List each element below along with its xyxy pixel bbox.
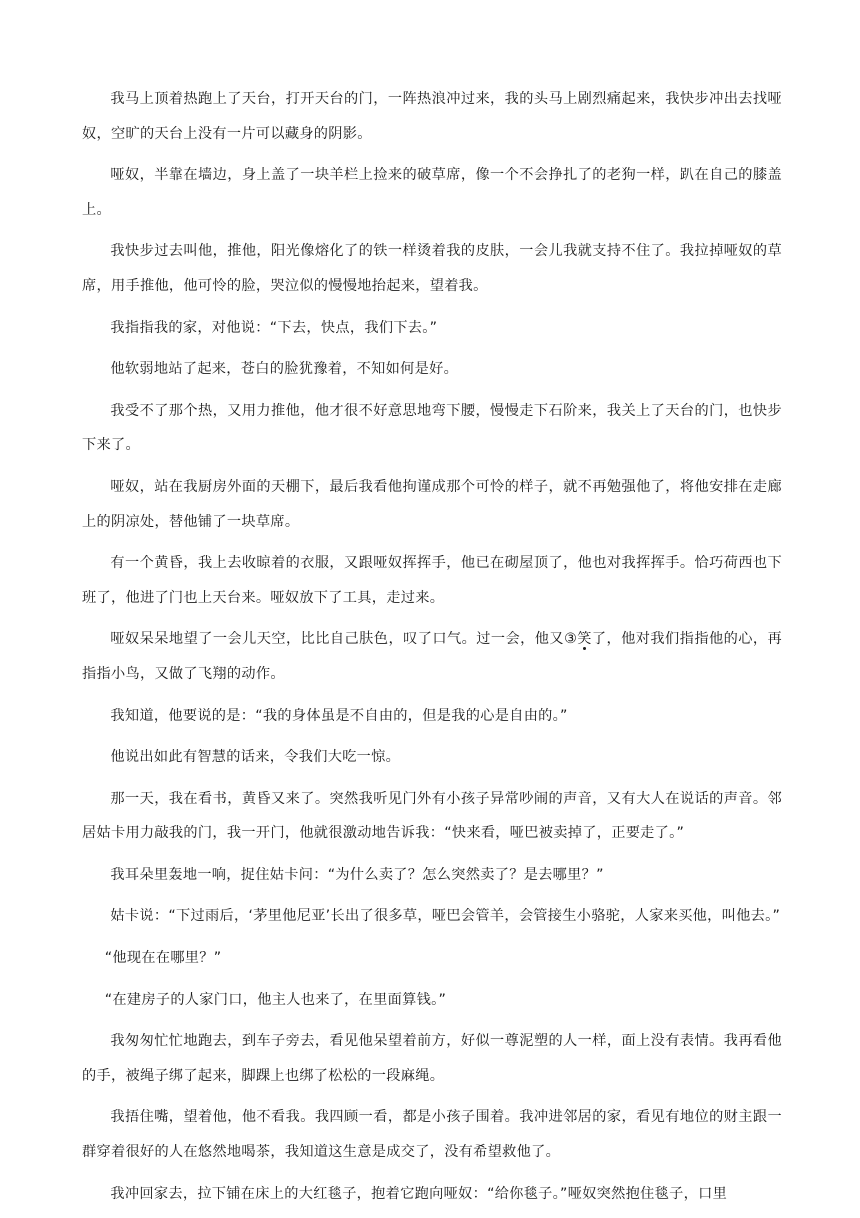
paragraph-4: 我指指我的家，对他说：“下去，快点，我们下去。” (110, 319, 438, 336)
paragraph-6: 我受不了那个热，又用力推他，他才很不好意思地弯下腰，慢慢走下石阶来，我关上了天台的门，也快步下来了。 (82, 402, 782, 454)
paragraph-3: 我快步过去叫他，推他，阳光像熔化了的铁一样烫着我的皮肤，一会儿我就支持不住了。我拉掉哑奴的草席，用手推他，他可怜的脸，哭泣似的慢慢地抬起来，望着我。 (82, 243, 782, 294)
question-marker-3: ③ (564, 631, 578, 648)
marked-word: 笑 (577, 631, 592, 648)
paragraph-2: 哑奴，半靠在墙边，身上盖了一块羊栏上捡来的破草席，像一个不会挣扎了的老狗一样，趴在自己的膝盖上。 (82, 167, 782, 218)
paragraph-18: 我捂住嘴，望着他，他不看我。我四顾一看，都是小孩子围着。我冲进邻居的家，看见有地位的财主跟一群穿着很好的人在悠然地喝茶，我知道这生意是成交了，没有希望救他了。 (82, 1109, 782, 1161)
paragraph-8: 有一个黄昏，我上去收晾着的衣服，又跟哑奴挥挥手，他已在砌屋顶了，他也对我挥挥手。恰巧荷西也下班了，他进了门也上天台来。哑奴放下了工具，走过来。 (82, 555, 782, 606)
paragraph-10: 我知道，他要说的是：“我的身体虽是不自由的，但是我的心是自由的。” (110, 707, 568, 724)
paragraph-16: “在建房子的人家门口，他主人也来了，在里面算钱。” (104, 991, 447, 1008)
paragraph-15: “他现在在哪里？” (104, 950, 222, 967)
paragraph-12: 那一天，我在看书，黄昏又来了。突然我听见门外有小孩子异常吵闹的声音，又有大人在说话的声音。邻居姑卡用力敲我的门，我一开门，他就很激动地告诉我：“快来看，哑巴被卖掉了，正要走了。” (82, 790, 782, 842)
paragraph-7: 哑奴，站在我厨房外面的天棚下，最后我看他拘谨成那个可怜的样子，就不再勉强他了，将他安排在走廊上的阴凉处，替他铺了一块草席。 (82, 478, 782, 530)
paragraph-14: 姑卡说：“下过雨后，‘茅里他尼亚’长出了很多草，哑巴会管羊，会管接生小骆驼，人家来买他，叫他去。” (110, 908, 781, 925)
paragraph-9-before: 哑奴呆呆地望了一会儿天空，比比自己肤色，叹了口气。过一会，他又 (110, 631, 565, 648)
paragraph-13: 我耳朵里轰地一响，捉住姑卡问：“为什么卖了？怎么突然卖了？是去哪里？” (110, 866, 604, 883)
paragraph-9-after: 了，他对我们指指他的心，再指指小鸟，又做了飞翔的动作。 (82, 631, 782, 682)
article-body (82, 82, 782, 1218)
paragraph-11: 他说出如此有智慧的话来，令我们大吃一惊。 (110, 749, 401, 766)
paragraph-17: 我匆匆忙忙地跑去，到车子旁去，看见他呆望着前方，好似一尊泥塑的人一样，面上没有表情。我再看他的手，被绳子绑了起来，脚踝上也绑了松松的一段麻绳。 (82, 1033, 782, 1084)
paragraph-9 (82, 622, 782, 691)
paragraph-1: 我马上顶着热跑上了天台，打开天台的门，一阵热浪冲过来，我的头马上剧烈痛起来，我快步冲出去找哑奴，空旷的天台上没有一片可以藏身的阴影。 (82, 91, 782, 142)
paragraph-19: 我冲回家去，拉下铺在床上的大红毯子，抱着它跑向哑奴：“给你毯子。”哑奴突然抱住毯子，口里 (110, 1185, 728, 1202)
paragraph-5: 他软弱地站了起来，苍白的脸犹豫着，不知如何是好。 (110, 361, 459, 378)
